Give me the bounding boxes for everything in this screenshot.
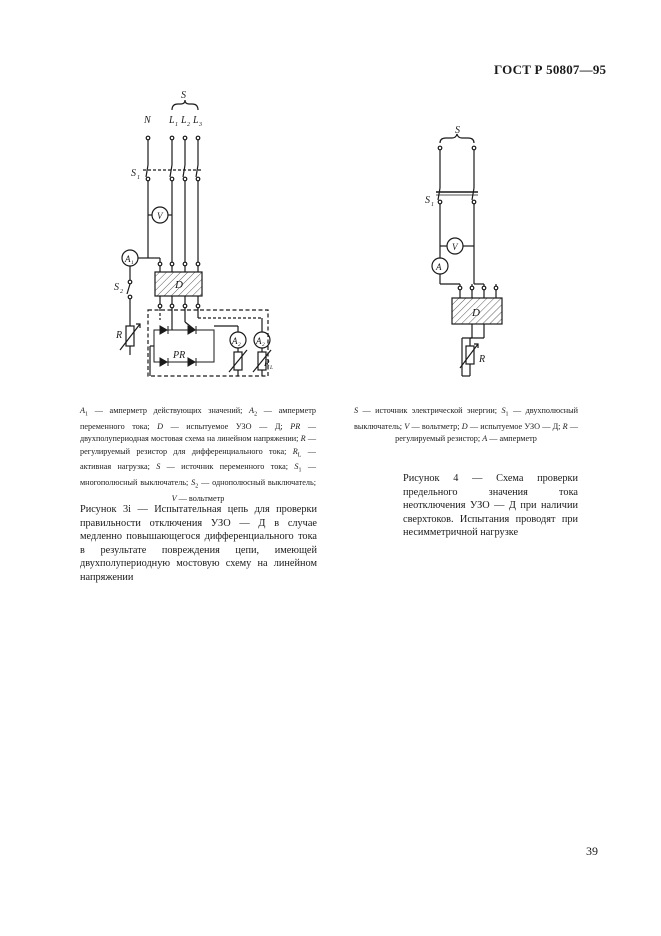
legend-symbol: A: [80, 406, 86, 415]
label-s-right: S: [455, 125, 460, 136]
label-s1-right: S: [425, 195, 430, 206]
legend-symbol: PR: [290, 421, 301, 431]
legend-text: — амперметр переменного тока;: [80, 406, 316, 431]
legend-entry: [157, 422, 290, 431]
label-n: N: [144, 115, 151, 126]
legend-subscript: L: [297, 452, 302, 459]
legend-symbol: S: [156, 462, 161, 472]
label-a2: A: [232, 336, 238, 346]
legend-entry: [80, 406, 250, 418]
figure-left-legend: [80, 405, 316, 506]
legend-symbol: V: [404, 421, 410, 431]
label-a1: A: [125, 254, 131, 264]
figure-right-caption: Рисунок 4 — Схема проверки предельного значения тока неотключения УЗО — Д при наличии сверхтоков. Испытания проводят при несимметричной нагрузке: [403, 473, 578, 539]
label-s2-sub: 2: [120, 289, 123, 295]
label-d: D: [175, 279, 183, 291]
legend-symbol: S: [501, 406, 506, 415]
label-d-right: D: [472, 307, 480, 319]
legend-text: — амперметр: [487, 434, 537, 444]
label-s2: S: [114, 282, 119, 293]
legend-entry: [354, 406, 501, 415]
legend-symbol: R: [562, 421, 568, 431]
legend-entry: [156, 462, 294, 471]
legend-symbol: R: [300, 434, 306, 444]
label-a2b: A: [256, 336, 262, 346]
legend-symbol: V: [171, 494, 177, 504]
label-l1: L: [169, 115, 175, 126]
label-s1-right-sub: 1: [431, 202, 434, 208]
legend-symbol: S: [294, 462, 299, 472]
legend-text: — однополюсный выключатель;: [198, 478, 316, 488]
label-r-right: R: [479, 354, 486, 365]
legend-entry: [172, 494, 225, 503]
legend-text: — двухполюсный выключатель;: [354, 406, 578, 431]
label-rl-sub: L: [270, 365, 274, 371]
label-l3: L: [193, 115, 199, 126]
label-v: V: [157, 211, 163, 221]
legend-text: — испытуемое УЗО — Д;: [163, 421, 291, 431]
legend-text: — вольтметр;: [409, 421, 462, 431]
legend-symbol: S: [354, 406, 359, 415]
legend-symbol: S: [191, 478, 196, 488]
label-pr: PR: [173, 350, 186, 361]
label-r: R: [116, 330, 123, 341]
legend-subscript: 2: [195, 484, 199, 491]
legend-text: — испытуемое УЗО — Д;: [467, 421, 563, 431]
label-rl: R: [264, 358, 270, 368]
legend-entry: [482, 434, 537, 443]
label-l2: L: [181, 115, 187, 126]
legend-subscript: 2: [254, 411, 258, 418]
legend-text: — источник электрической энергии;: [358, 406, 502, 415]
legend-text: — амперметр действующих значений;: [88, 406, 250, 415]
legend-text: — вольтметр: [176, 494, 225, 504]
legend-symbol: A: [482, 434, 488, 444]
figure-left-caption: Рисунок 3i — Испытательная цепь для проверки правильности отключения УЗО — Д в случае медленно повышающегося дифференциального тока в результате повреждения цепи, имеющей двухполупериодную мостовую схему на линейном напряжении: [80, 504, 317, 583]
label-l3-sub: 3: [199, 122, 202, 128]
label-l2-sub: 2: [187, 122, 190, 128]
label-a2b-sub: 2: [262, 342, 265, 348]
legend-symbol: A: [249, 406, 255, 415]
legend-symbol: R: [292, 446, 298, 456]
legend-entry: [191, 478, 316, 491]
legend-symbol: D: [461, 421, 468, 431]
label-a2-sub: 2: [238, 342, 241, 348]
figure-right-legend: [354, 405, 578, 446]
legend-symbol: D: [157, 421, 164, 431]
page-number: 39: [586, 844, 598, 858]
legend-text: — двухполупериодная мостовая схема на линейном напряжении;: [80, 421, 317, 444]
label-s1-sub: 1: [137, 175, 140, 181]
label-s: S: [181, 90, 186, 101]
legend-text: — многополюсный выключатель;: [80, 462, 317, 488]
legend-subscript: 1: [505, 411, 509, 418]
legend-subscript: 1: [298, 468, 302, 475]
label-a-right: A: [436, 262, 442, 272]
legend-subscript: 1: [85, 411, 89, 418]
label-a1-sub: 1: [131, 260, 134, 266]
standard-header: ГОСТ Р 50807—95: [494, 62, 607, 77]
legend-text: — источник переменного тока;: [160, 462, 295, 472]
label-s1: S: [131, 168, 136, 179]
legend-entry: [462, 422, 563, 431]
legend-text: — активная нагрузка;: [80, 446, 316, 472]
legend-text: — регулируемый резистор для дифференциального тока;: [80, 434, 317, 456]
legend-entry: [404, 422, 461, 431]
label-v-right: V: [452, 242, 458, 252]
label-l1-sub: 1: [175, 122, 178, 128]
legend-text: — регулируемый резистор;: [395, 421, 578, 444]
